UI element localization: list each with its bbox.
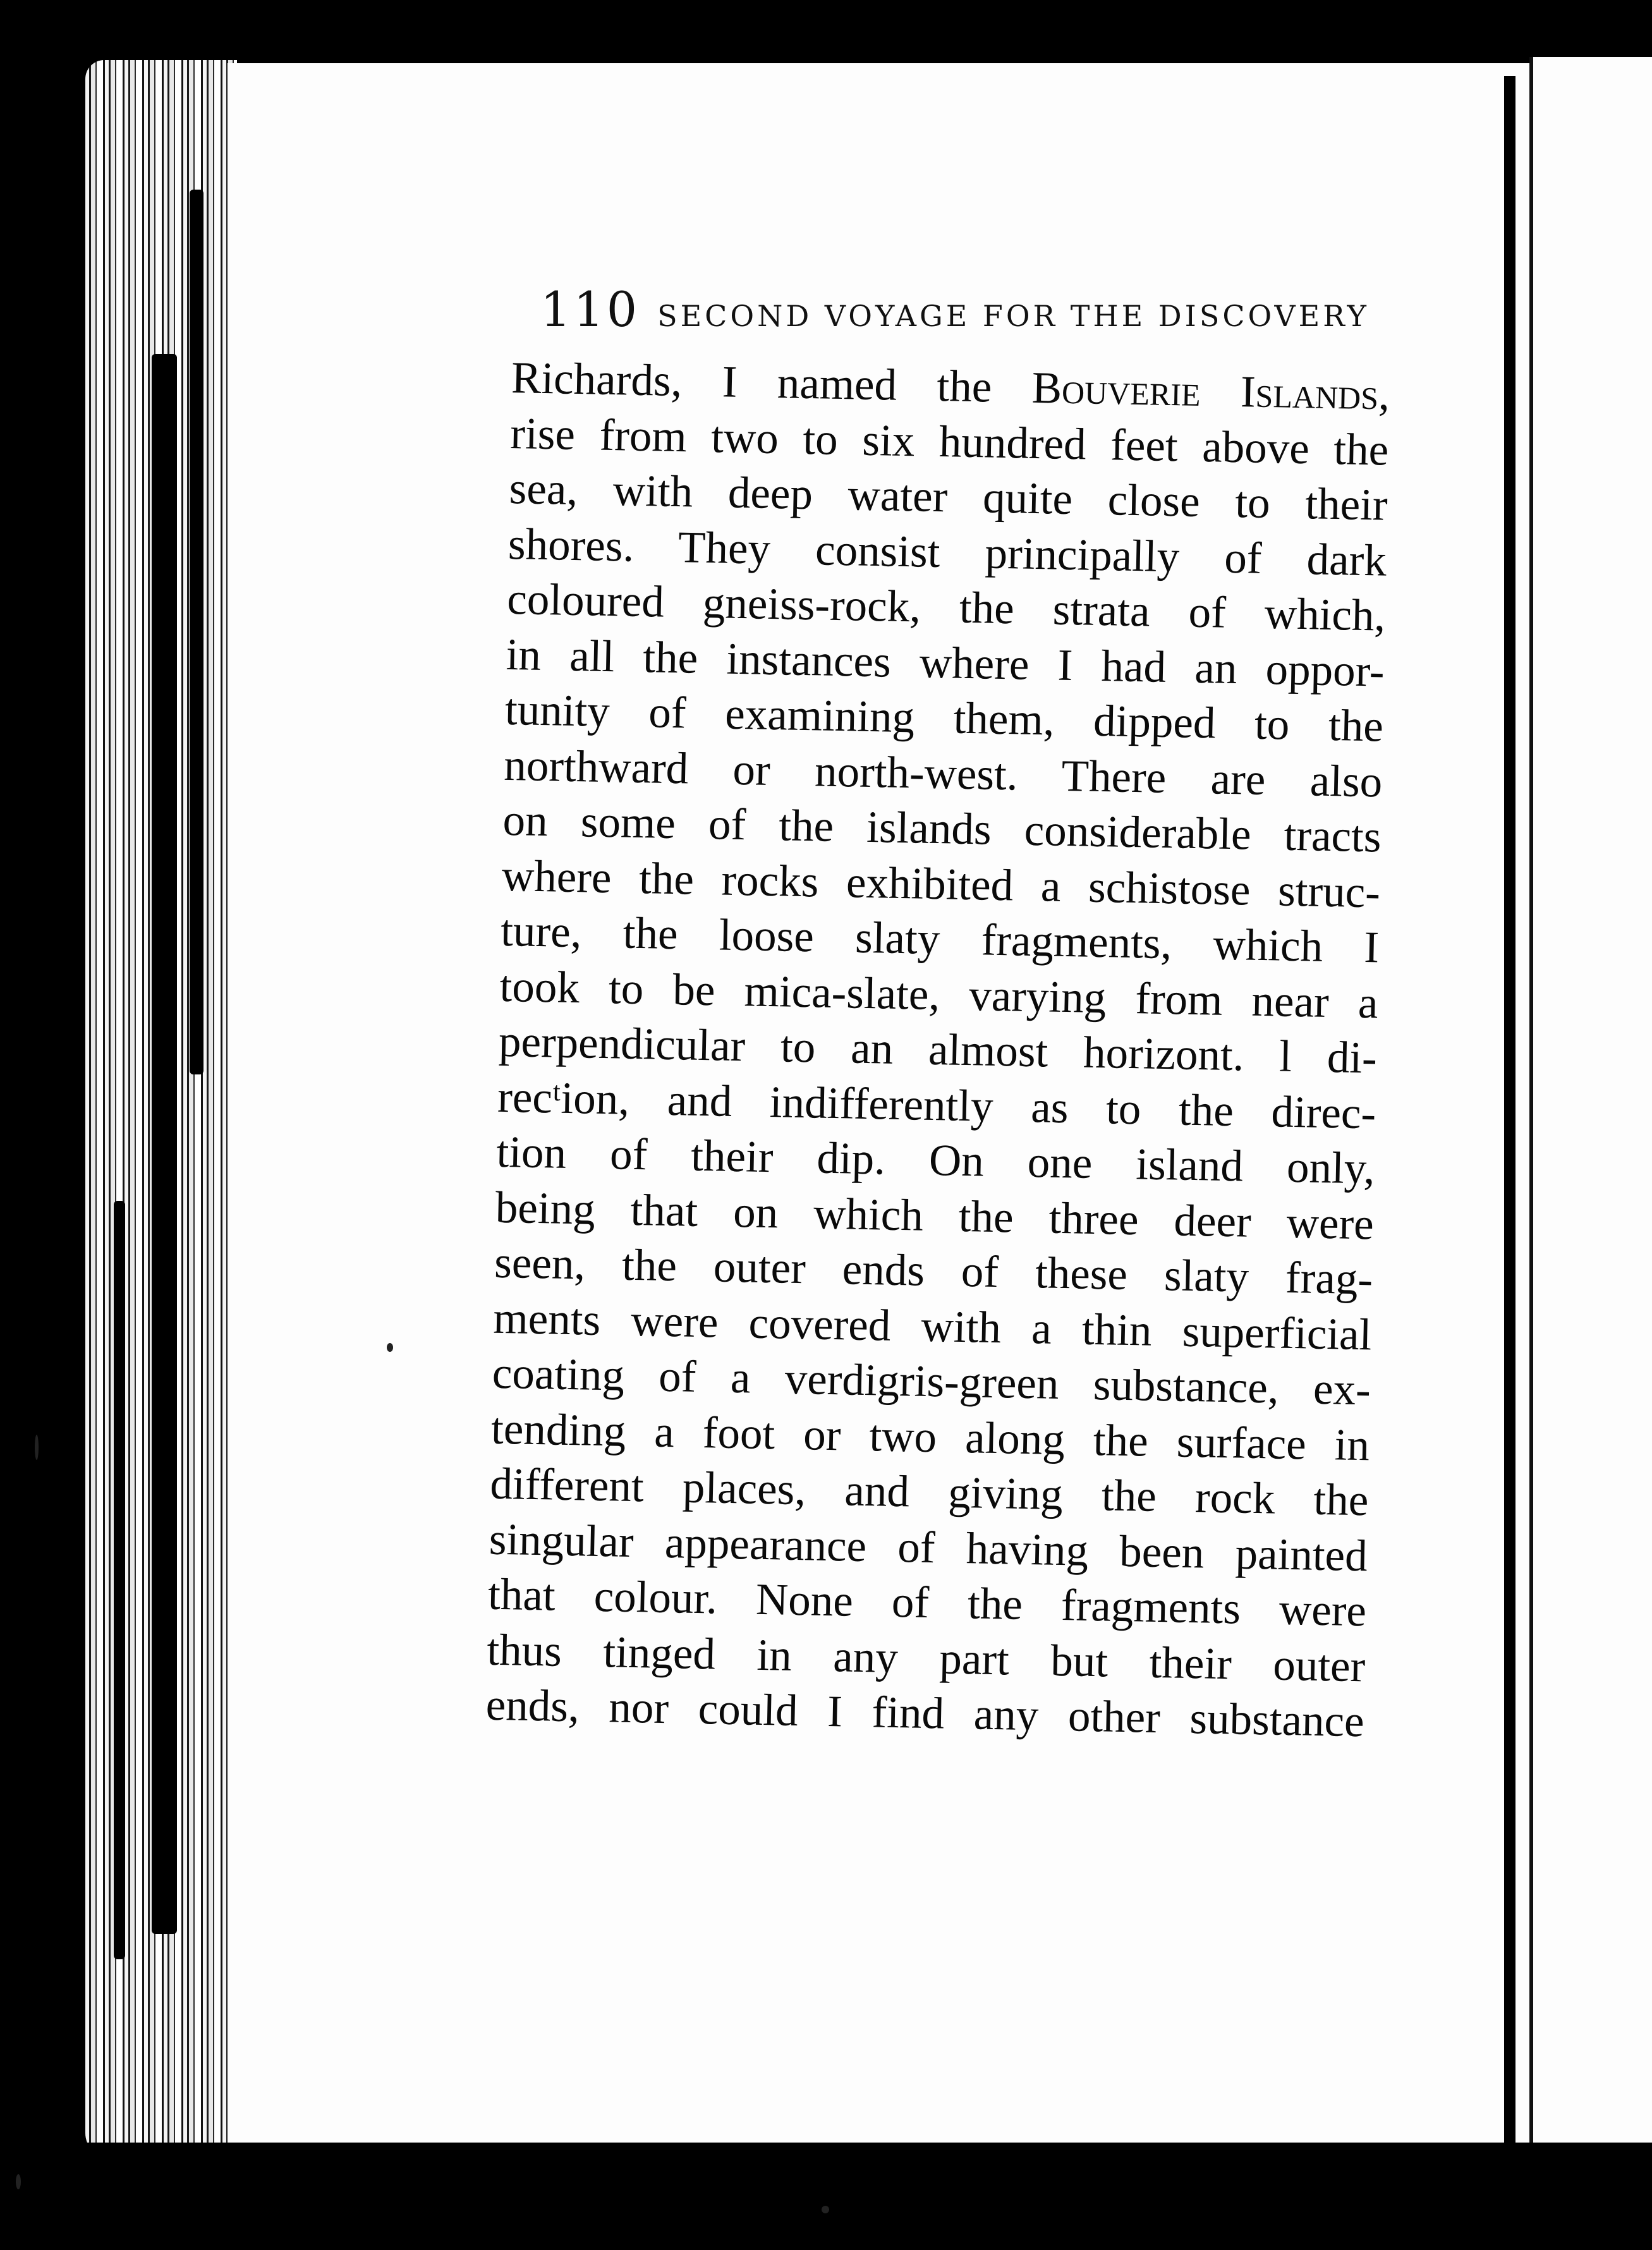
text-line: where the rocks exhibited a schistose struc- [501,851,1381,918]
dust-speck [16,2174,21,2189]
text-line: seen, the outer ends of these slaty frag- [494,1238,1373,1304]
text-line: ends, nor could I find any other substance [485,1680,1365,1747]
text-line: ture, the loose slaty fragments, which I [500,906,1380,973]
text-line: tion of their dip. On one island only, [495,1127,1376,1194]
text-line: Richards, I named the Bouverie Islands, [511,353,1390,420]
place-name-small-caps: Bouverie Islands, [1031,363,1390,420]
page-number: 110 [540,281,640,338]
text-line: coating of a verdigris-green substance, ex- [492,1348,1371,1415]
running-head [540,281,1370,338]
facing-page-edge [1529,57,1652,2180]
text-line: sea, with deep water quite close to their [509,463,1388,530]
text-line: different places, and giving the rock the [489,1459,1370,1526]
body-text [485,351,1390,1750]
text-line: coloured gneiss-rock, the strata of which, [506,574,1386,641]
text-line: in all the instances where I had an oppor- [506,629,1385,696]
text-line: thus tinged in any part but their outer [486,1625,1366,1691]
text-line: singular appearance of having been painted [489,1514,1368,1581]
text-line: northward or north-west. There are also [503,740,1383,807]
text-line: ments were covered with a thin superficial [492,1293,1373,1359]
text-line: being that on which the three deer were [495,1183,1375,1249]
binding-gutter [1504,76,1515,2155]
text-line: perpendicular to an almost horizont. l di- [498,1016,1378,1083]
text-line: that colour. None of the fragments were [487,1569,1367,1636]
running-title: SECOND VOYAGE FOR THE DISCOVERY [657,299,1370,333]
text-line: shores. They consist principally of dark [507,519,1387,586]
dust-speck [35,1435,39,1460]
edge-shadow [190,190,203,1074]
edge-shadow [114,1201,125,1959]
dust-speck [387,1343,393,1352]
text-line: on some of the islands considerable tracts [502,795,1382,862]
text-line: took to be mica-slate, varying from near a [499,961,1379,1028]
text-line: tunity of examining them, dipped to the [504,684,1384,751]
dust-speck [822,2206,829,2213]
edge-shadow [152,354,177,1934]
text-line: rise from two to six hundred feet above the [509,408,1389,475]
bottom-shadow [85,2143,1652,2180]
text-line: tending a foot or two along the surface in [490,1404,1370,1470]
text-line: recᵗion, and indifferently as to the direc- [497,1072,1376,1138]
